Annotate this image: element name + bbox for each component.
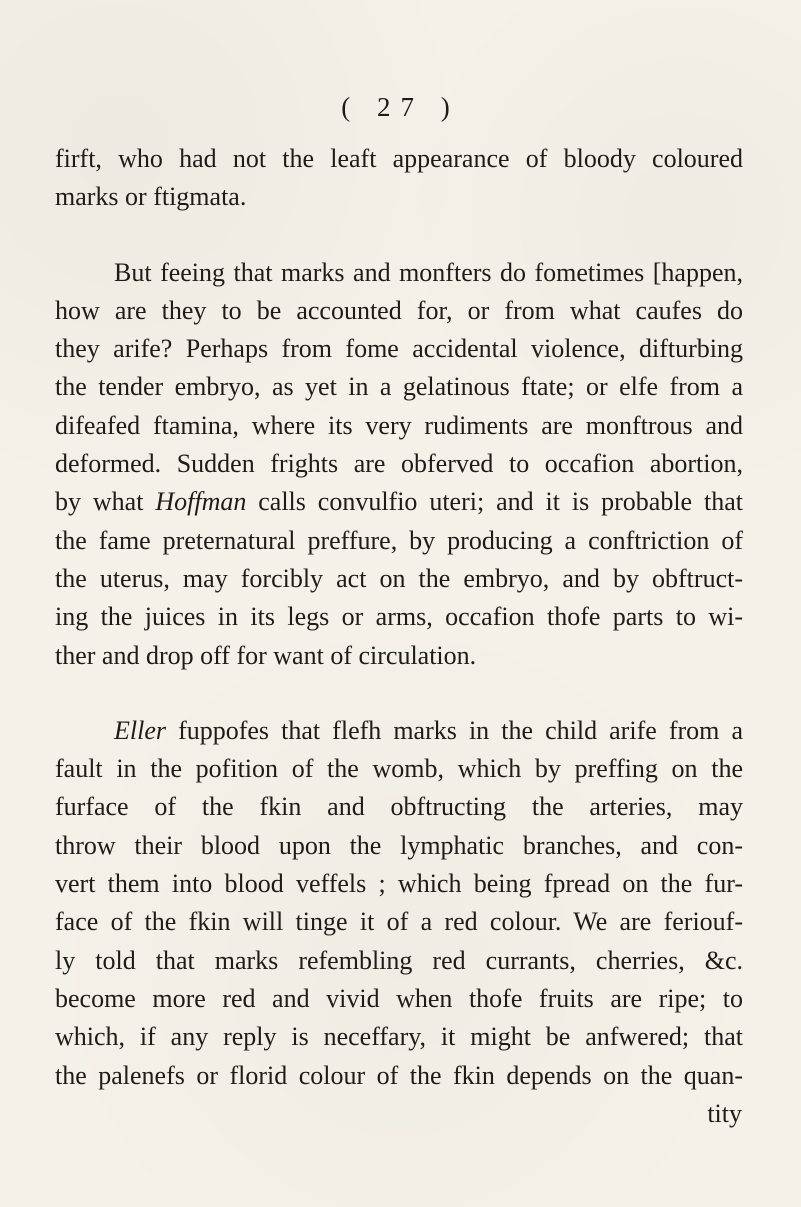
paragraph-1-line-1: firft, who had not the leaft appearance of bloody coloured: [55, 144, 743, 173]
paragraph-3-line-6: face of the fkin will tinge it of a red colour. We are feriouf-: [55, 907, 743, 937]
paragraph-gap-1: [55, 217, 743, 254]
paragraph-3-line-2: fault in the pofition of the womb, which by preffing on the: [55, 754, 743, 784]
paragraph-2-line-5: difeafed ftamina, where its very rudiments are monftrous and: [55, 410, 743, 440]
paragraph-3-line-5: vert them into blood veffels ; which being fpread on the fur-: [55, 869, 743, 899]
page-number: ( 27 ): [341, 92, 460, 122]
paragraph-2-line-6: deformed. Sudden frights are obferved to occafion abortion,: [55, 449, 743, 479]
catchword: tity: [707, 1098, 742, 1128]
italic-term-hoffman: Hoffman: [155, 487, 247, 517]
paragraph-2-line-4: the tender embryo, as yet in a gelatinous ftate; or elfe from a: [55, 372, 743, 402]
paragraph-2-line-11: ther and drop off for want of circulation.: [55, 640, 477, 670]
paragraph-3-line-8: become more red and vivid when thofe fruits are ripe; to: [55, 983, 743, 1013]
paragraph-2-line-1: But feeing that marks and monfters do fometimes [happen,: [114, 257, 743, 287]
paragraph-2-line-9: the uterus, may forcibly act on the embryo, and by obftruct-: [55, 563, 743, 593]
paragraph-2-line-8: the fame preternatural preffure, by producing a conftriction of: [55, 525, 743, 555]
paragraph-2-line-10: ing the juices in its legs or arms, occafion thofe parts to wi-: [55, 602, 743, 632]
paragraph-2-line-2: how are they to be accounted for, or from what caufes do: [55, 295, 743, 325]
paragraph-3-line-10: the palenefs or florid colour of the fkin depends on the quan-: [55, 1060, 743, 1090]
paragraph-3-line-3: furface of the fkin and obftructing the arteries, may: [55, 792, 743, 822]
text-block: [55, 140, 743, 1133]
paragraph-1-line-2: marks or ftigmata.: [55, 182, 247, 212]
paragraph-3-line-1: Eller fuppofes that flefh marks in the child arife from a: [114, 715, 743, 745]
paragraph-3-line-4: throw their blood upon the lymphatic branches, and con-: [55, 830, 743, 860]
paragraph-2-line-7: by what Hoffman calls convulfio uteri; and it is probable that: [55, 487, 743, 517]
paragraph-2-line-3: they arife? Perhaps from fome accidental violence, difturbing: [55, 334, 743, 364]
paragraph-gap-2: [55, 675, 743, 712]
paragraph-3-line-7: ly told that marks refembling red currants, cherries, &c.: [55, 945, 743, 975]
italic-term-eller: Eller: [114, 715, 166, 745]
paragraph-3-line-9: which, if any reply is neceffary, it might be anfwered; that: [55, 1022, 743, 1052]
